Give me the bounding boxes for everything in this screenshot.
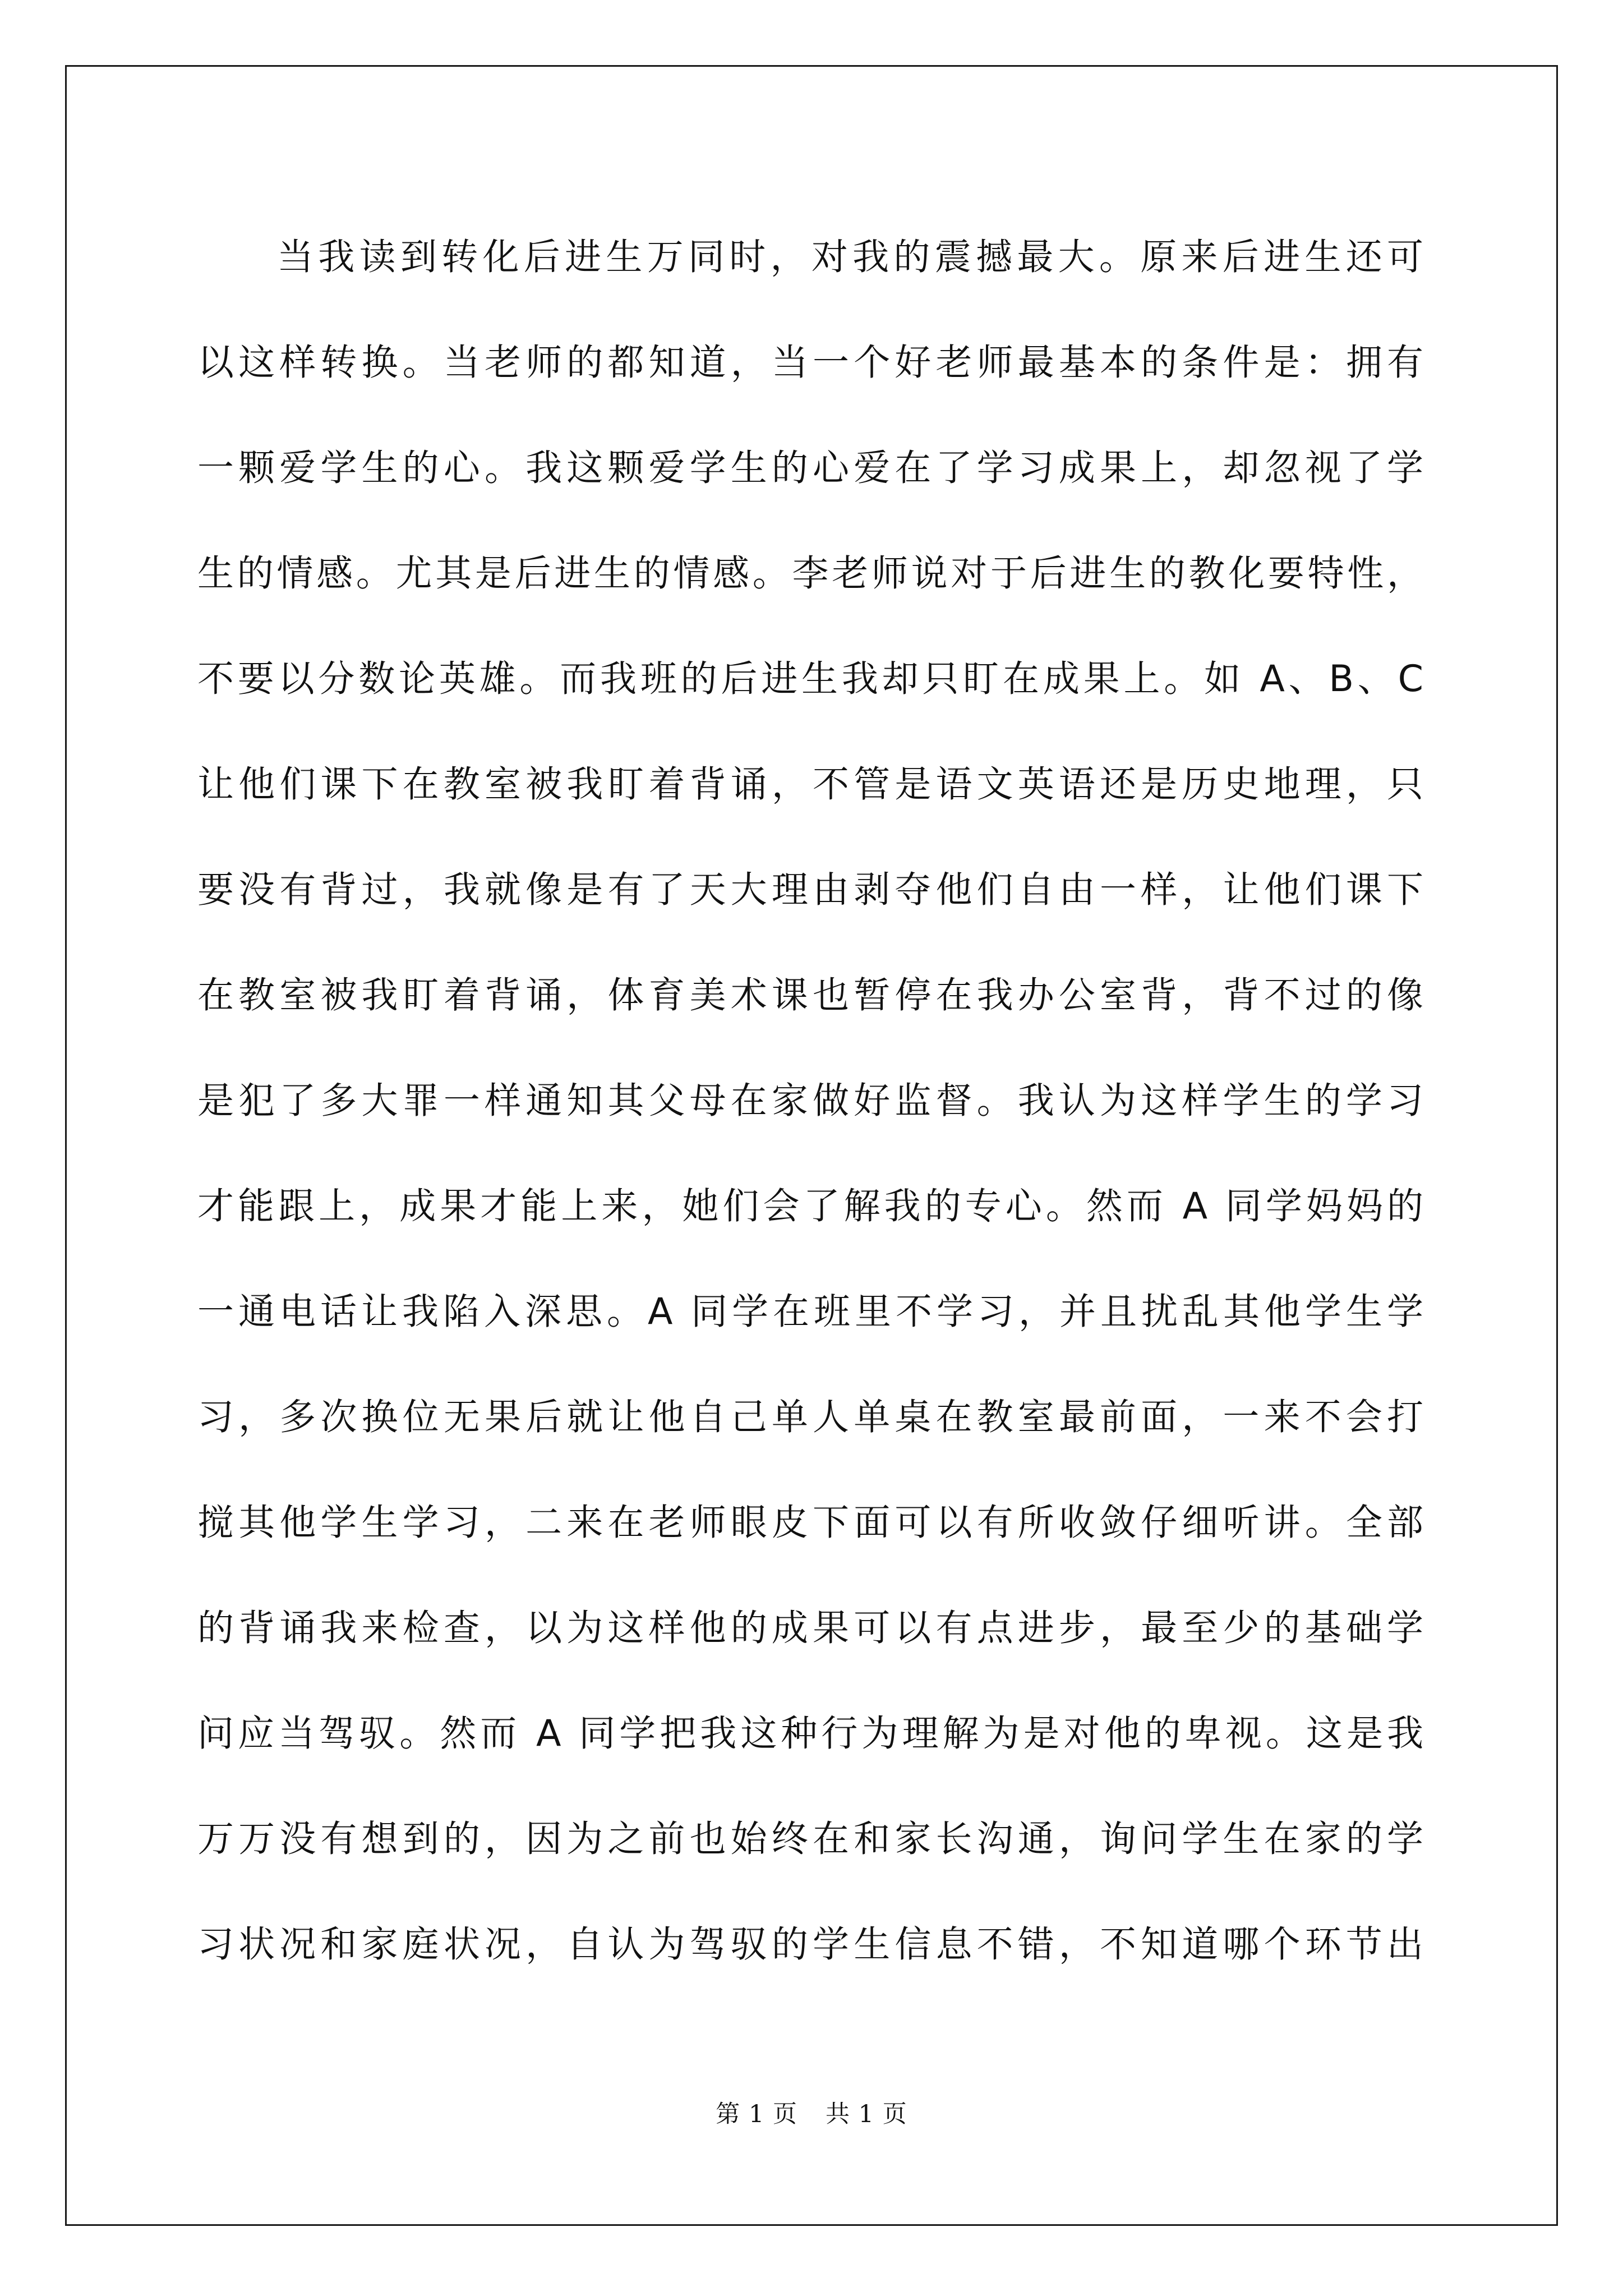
paragraph-line: 习状况和家庭状况，自认为驾驭的学生信息不错，不知道哪个环节出 (197, 1924, 1426, 1966)
document-body (197, 205, 1426, 1998)
paragraph-line: 万万没有想到的，因为之前也始终在和家长沟通，询问学生在家的学 (197, 1818, 1426, 1860)
paragraph-line: 当我读到转化后进生万同时，对我的震撼最大。原来后进生还可 (277, 236, 1426, 278)
paragraph-line: 是犯了多大罪一样通知其父母在家做好监督。我认为这样学生的学习 (197, 1080, 1426, 1122)
paragraph-line: 问应当驾驭。然而 A 同学把我这种行为理解为是对他的卑视。这是我 (197, 1713, 1426, 1755)
paragraph-line: 习，多次换位无果后就让他自己单人单桌在教室最前面，一来不会打 (197, 1396, 1426, 1438)
paragraph-line: 生的情感。尤其是后进生的情感。李老师说对于后进生的教化要特性， (197, 553, 1426, 595)
paragraph-line: 一颗爱学生的心。我这颗爱学生的心爱在了学习成果上，却忽视了学 (197, 447, 1426, 489)
paragraph-line: 才能跟上，成果才能上来，她们会了解我的专心。然而 A 同学妈妈的 (197, 1185, 1426, 1227)
paragraph-line: 让他们课下在教室被我盯着背诵，不管是语文英语还是历史地理，只 (197, 763, 1426, 806)
page-total: 共 1 页 (826, 2100, 907, 2128)
paragraph-line: 搅其他学生学习，二来在老师眼皮下面可以有所收敛仔细听讲。全部 (197, 1502, 1426, 1544)
paragraph-line: 要没有背过，我就像是有了天大理由剥夺他们自由一样，让他们课下 (197, 869, 1426, 911)
paragraph-line: 不要以分数论英雄。而我班的后进生我却只盯在成果上。如 A、B、C (197, 658, 1426, 700)
page-number: 第 1 页 (716, 2100, 797, 2128)
paragraph-line: 以这样转换。当老师的都知道，当一个好老师最基本的条件是：拥有 (197, 342, 1426, 384)
paragraph-line: 一通电话让我陷入深思。A 同学在班里不学习，并且扰乱其他学生学 (197, 1291, 1426, 1333)
paragraph-line: 的背诵我来检查，以为这样他的成果可以有点进步，最至少的基础学 (197, 1607, 1426, 1649)
paragraph-line: 在教室被我盯着背诵，体育美术课也暂停在我办公室背，背不过的像 (197, 974, 1426, 1016)
page-footer (0, 2095, 1623, 2129)
